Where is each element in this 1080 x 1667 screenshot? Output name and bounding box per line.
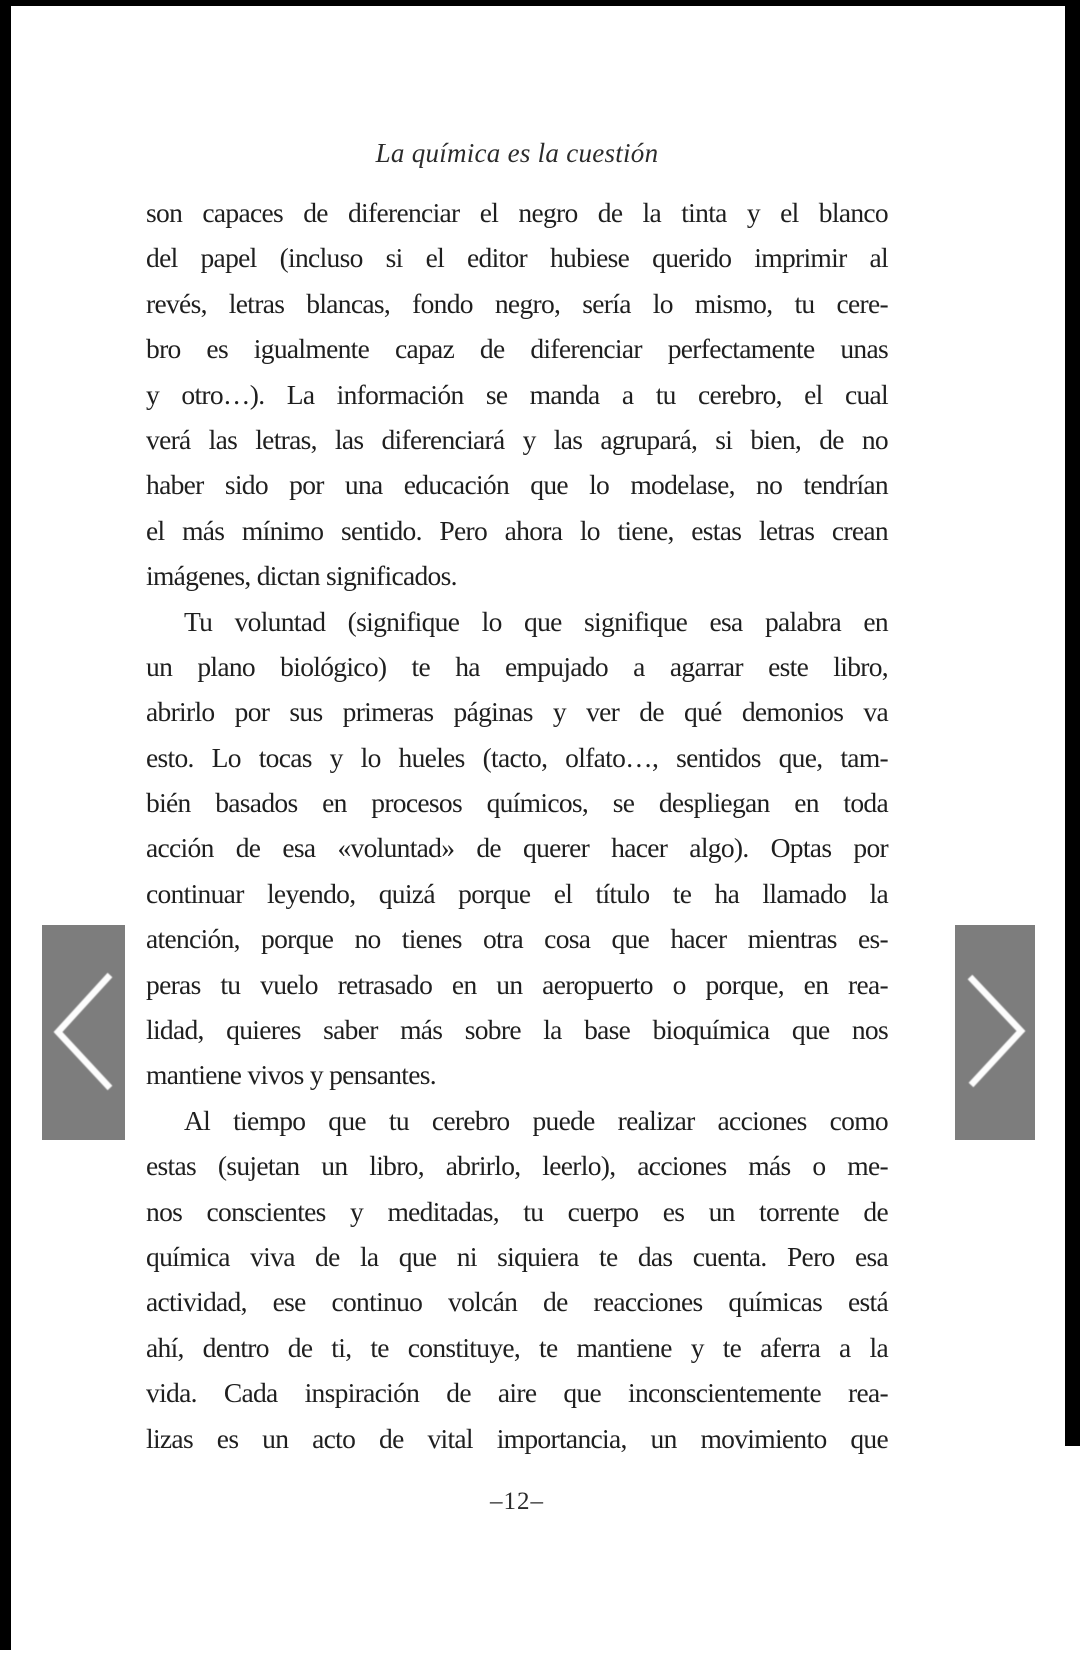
text-line: revés, letras blancas, fondo negro, sería lo mismo, tu cere- [146,287,888,319]
text-line: lidad, quieres saber más sobre la base bioquímica que nos [146,1014,888,1046]
text-line: verá las letras, las diferenciará y las agrupará, si bien, de no [146,423,888,455]
text-line: nos conscientes y meditadas, tu cuerpo es un torrente de [146,1195,888,1227]
text-line: química viva de la que ni siquiera te das cuenta. Pero esa [146,1240,888,1272]
page-body-text [146,190,888,1461]
frame-right-strip [1065,0,1080,1446]
text-line: Tu voluntad (signifique lo que signifique esa palabra en [184,605,888,637]
text-line: vida. Cada inspiración de aire que inconscientemente rea- [146,1377,888,1409]
page-title: La química es la cuestión [375,138,659,168]
text-line: del papel (incluso si el editor hubiese querido imprimir al [146,242,888,274]
chevron-right-icon [955,925,1035,1140]
text-line: un plano biológico) te ha empujado a agarrar este libro, [146,650,888,682]
text-line: imágenes, dictan significados. [146,560,457,592]
text-line: ahí, dentro de ti, te constituye, te mantiene y te aferra a la [146,1331,888,1363]
text-line: bién basados en procesos químicos, se despliegan en toda [146,787,888,819]
text-line: y otro…). La información se manda a tu cerebro, el cual [146,378,888,410]
text-line: haber sido por una educación que lo modelase, no tendrían [146,469,888,501]
text-line: son capaces de diferenciar el negro de la tinta y el blanco [146,197,888,228]
page-number: –12– [490,1488,544,1515]
text-line: peras tu vuelo retrasado en un aeropuerto o porque, en rea- [146,968,888,1000]
previous-page-button[interactable] [42,925,125,1140]
text-line: continuar leyendo, quizá porque el título te ha llamado la [146,877,888,909]
next-page-button[interactable] [955,925,1035,1140]
text-line: estas (sujetan un libro, abrirlo, leerlo), acciones más o me- [146,1150,888,1182]
frame-top-bar [0,0,1080,6]
text-line: el más mínimo sentido. Pero ahora lo tiene, estas letras crean [146,514,888,546]
text-line: Al tiempo que tu cerebro puede realizar acciones como [184,1104,888,1136]
chevron-left-icon [42,925,125,1140]
frame-left-strip [0,0,11,1650]
text-line: acción de esa «voluntad» de querer hacer algo). Optas por [146,832,888,864]
text-line: actividad, ese continuo volcán de reacciones químicas está [146,1286,888,1318]
text-line: lizas es un acto de vital importancia, un movimiento que [146,1422,888,1454]
text-line: atención, porque no tienes otra cosa que hacer mientras es- [146,923,888,955]
text-line: esto. Lo tocas y lo hueles (tacto, olfato…, sentidos que, tam- [146,741,888,773]
text-line: mantiene vivos y pensantes. [146,1059,436,1091]
text-line: abrirlo por sus primeras páginas y ver de qué demonios va [146,696,888,728]
text-line: bro es igualmente capaz de diferenciar perfectamente unas [146,333,888,365]
